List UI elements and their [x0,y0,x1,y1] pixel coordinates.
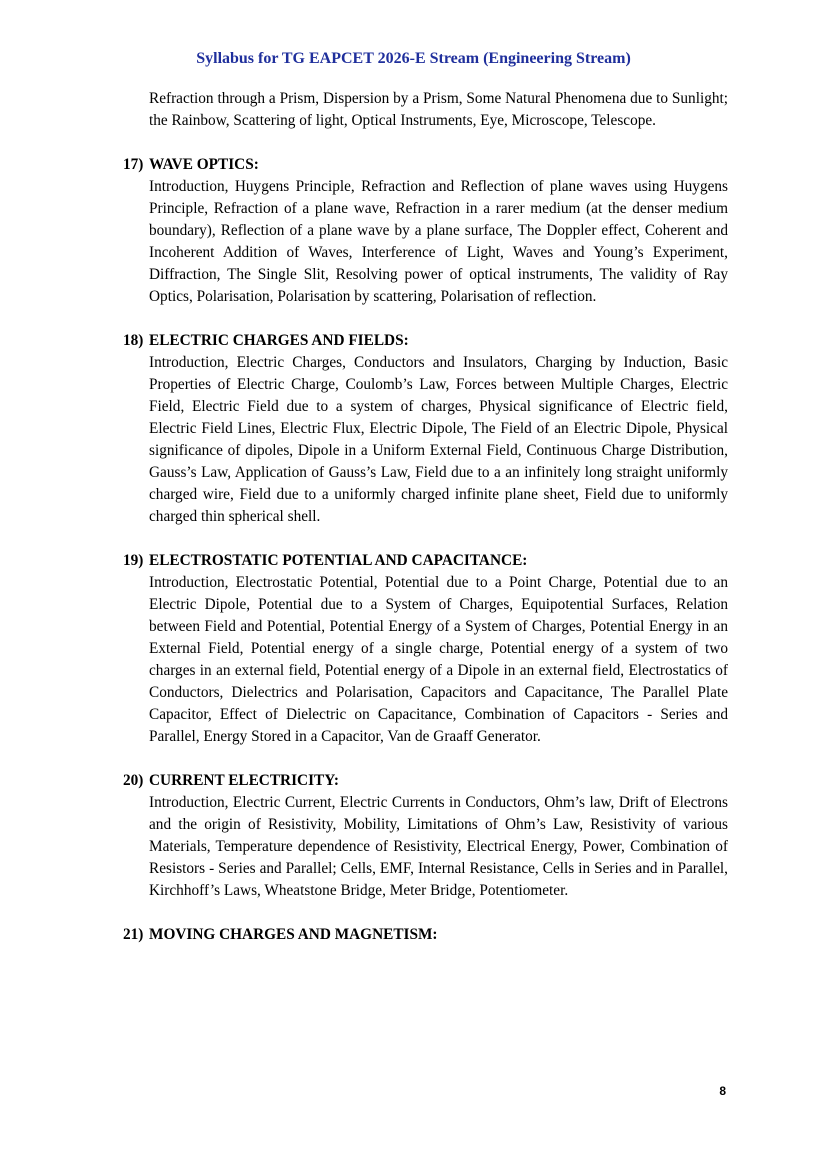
section-body: Introduction, Electric Current, Electric Currents in Conductors, Ohm’s law, Drift of Electrons and the origin of Resistivity, Mobility, Limitations of Ohm’s Law, Resistivity of various Materials, Temperature dependence of Resistivity, Electrical Energy, Power, Combination of Resistors - Series and Parallel; Cells, EMF, Internal Resistance, Cells in Series and in Parallel, Kirchhoff’s Laws, Wheatstone Bridge, Meter Bridge, Potentiometer. [149,794,728,899]
section-electrostatic-potential [123,550,728,748]
section-title: WAVE OPTICS: [149,156,259,173]
section-body: Introduction, Electrostatic Potential, Potential due to a Point Charge, Potential due to an Electric Dipole, Potential due to a System of Charges, Equipotential Surfaces, Relation between Field and Potential, Potential Energy of a System of Charges, Potential Energy in an External Field, Potential energy of a single charge, Potential energy of a system of two charges in an external field, Potential energy of a Dipole in an external field, Electrostatics of Conductors, Dielectrics and Polarisation, Capacitors and Capacitance, The Parallel Plate Capacitor, Effect of Dielectric on Capacitance, Combination of Capacitors - Series and Parallel, Energy Stored in a Capacitor, Van de Graaff Generator. [149,574,728,745]
section-title: CURRENT ELECTRICITY: [149,772,339,789]
section-title: MOVING CHARGES AND MAGNETISM: [149,926,438,943]
section-number: 17) [123,156,144,173]
section-title: ELECTROSTATIC POTENTIAL AND CAPACITANCE: [149,552,528,569]
section-wave-optics [123,154,728,308]
page-header-title: Syllabus for TG EAPCET 2026-E Stream (Engineering Stream) [196,50,631,67]
section-heading [123,154,728,176]
section-number: 20) [123,772,144,789]
section-current-electricity [123,770,728,902]
section-moving-charges-and-magnetism [123,924,728,946]
syllabus-content [123,88,728,946]
section-heading [123,924,728,946]
intro-paragraph: Refraction through a Prism, Dispersion by a Prism, Some Natural Phenomena due to Sunlight; the Rainbow, Scattering of light, Optical Instruments, Eye, Microscope, Telescope. [149,90,728,129]
section-electric-charges-and-fields [123,330,728,528]
section-number: 21) [123,926,144,943]
section-title: ELECTRIC CHARGES AND FIELDS: [149,332,409,349]
section-body: Introduction, Electric Charges, Conductors and Insulators, Charging by Induction, Basic Properties of Electric Charge, Coulomb’s Law, Forces between Multiple Charges, Electric Field, Electric Field due to a system of charges, Physical significance of Electric field, Electric Field Lines, Electric Flux, Electric Dipole, The Field of an Electric Dipole, Physical significance of dipoles, Dipole in a Uniform External Field, Continuous Charge Distribution, Gauss’s Law, Application of Gauss’s Law, Field due to a an infinitely long straight uniformly charged wire, Field due to a uniformly charged infinite plane sheet, Field due to uniformly charged thin spherical shell. [149,354,728,525]
section-number: 18) [123,332,144,349]
section-body: Introduction, Huygens Principle, Refraction and Reflection of plane waves using Huygens Principle, Refraction of a plane wave, Refraction in a rarer medium (at the denser medium boundary), Reflection of a plane wave by a plane surface, The Doppler effect, Coherent and Incoherent Addition of Waves, Interference of Light, Waves and Young’s Experiment, Diffraction, The Single Slit, Resolving power of optical instruments, The validity of Ray Optics, Polarisation, Polarisation by scattering, Polarisation of reflection. [149,178,728,305]
section-heading [123,550,728,572]
section-heading [123,770,728,792]
page-number: 8 [719,1084,726,1098]
section-number: 19) [123,552,144,569]
section-heading [123,330,728,352]
